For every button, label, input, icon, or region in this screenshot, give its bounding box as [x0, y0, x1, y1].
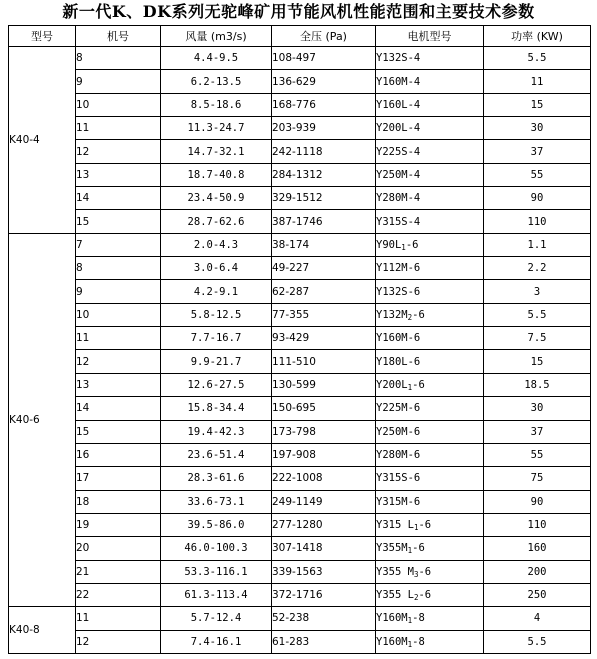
page-title: 新一代K、DK系列无驼峰矿用节能风机性能范围和主要技术参数: [62, 2, 535, 21]
airflow-cell: 23.4-50.9: [161, 187, 272, 210]
power-cell: 5.5: [484, 630, 591, 653]
power-cell: 4: [484, 607, 591, 630]
airflow-cell: 2.0-4.3: [161, 233, 272, 256]
power-cell: 30: [484, 397, 591, 420]
table-row: [9, 420, 591, 443]
motor-cell: Y250M-4: [376, 163, 484, 186]
motor-cell: [376, 233, 484, 256]
power-cell: 37: [484, 140, 591, 163]
fan-no-cell: 12: [76, 140, 161, 163]
power-cell: 11: [484, 70, 591, 93]
motor-suffix: -6: [418, 589, 432, 602]
model-cell: K40-6: [9, 233, 76, 607]
fan-no-cell: 7: [76, 233, 161, 256]
airflow-cell: 5.7-12.4: [161, 607, 272, 630]
motor-subscript: 1: [407, 616, 413, 626]
motor-base: Y200L: [376, 378, 408, 391]
fan-no-cell: 9: [76, 280, 161, 303]
airflow-cell: 23.6-51.4: [161, 443, 272, 466]
motor-suffix: -8: [412, 635, 425, 648]
motor-suffix: -6: [418, 565, 432, 578]
motor-base: Y315 L: [376, 519, 414, 532]
motor-cell: Y315M-6: [376, 490, 484, 513]
pressure-cell: 242-1118: [272, 140, 376, 163]
fan-no-cell: 22: [76, 583, 161, 606]
airflow-cell: 4.4-9.5: [161, 47, 272, 70]
table-row: [9, 140, 591, 163]
model-cell: K40-8: [9, 607, 76, 654]
table-body: [9, 47, 591, 654]
airflow-cell: 19.4-42.3: [161, 420, 272, 443]
motor-cell: Y132S-4: [376, 47, 484, 70]
airflow-cell: 46.0-100.3: [161, 537, 272, 560]
fan-no-cell: 12: [76, 350, 161, 373]
fan-no-cell: 19: [76, 513, 161, 536]
model-cell: K40-4: [9, 47, 76, 234]
fan-no-cell: 15: [76, 420, 161, 443]
pressure-cell: 249-1149: [272, 490, 376, 513]
pressure-cell: 136-629: [272, 70, 376, 93]
power-cell: 30: [484, 117, 591, 140]
table-row: [9, 630, 591, 653]
pressure-cell: 52-238: [272, 607, 376, 630]
header-motor: 电机型号: [376, 26, 484, 47]
pressure-cell: 387-1746: [272, 210, 376, 233]
motor-suffix: -8: [412, 612, 425, 625]
airflow-cell: 8.5-18.6: [161, 93, 272, 116]
fan-no-cell: 15: [76, 210, 161, 233]
table-row: [9, 303, 591, 326]
airflow-cell: 7.4-16.1: [161, 630, 272, 653]
motor-cell: Y160M-4: [376, 70, 484, 93]
pressure-cell: 38-174: [272, 233, 376, 256]
airflow-cell: 15.8-34.4: [161, 397, 272, 420]
motor-cell: [376, 607, 484, 630]
fan-no-cell: 20: [76, 537, 161, 560]
table-row: [9, 280, 591, 303]
table-row: [9, 537, 591, 560]
pressure-cell: 111-510: [272, 350, 376, 373]
motor-cell: Y280M-4: [376, 187, 484, 210]
table-row: [9, 350, 591, 373]
airflow-cell: 14.7-32.1: [161, 140, 272, 163]
pressure-cell: 222-1008: [272, 467, 376, 490]
power-cell: 75: [484, 467, 591, 490]
pressure-cell: 173-798: [272, 420, 376, 443]
pressure-cell: 277-1280: [272, 513, 376, 536]
airflow-cell: 7.7-16.7: [161, 327, 272, 350]
pressure-cell: 108-497: [272, 47, 376, 70]
motor-base: Y355 M: [376, 565, 414, 578]
header-airflow: 风量 (m3/s): [161, 26, 272, 47]
motor-subscript: 1: [401, 242, 406, 252]
power-cell: 15: [484, 93, 591, 116]
airflow-cell: 28.7-62.6: [161, 210, 272, 233]
pressure-cell: 307-1418: [272, 537, 376, 560]
header-model: 型号: [9, 26, 76, 47]
table-row: [9, 47, 591, 70]
pressure-cell: 168-776: [272, 93, 376, 116]
table-row: [9, 467, 591, 490]
motor-cell: Y160M-6: [376, 327, 484, 350]
power-cell: 250: [484, 583, 591, 606]
motor-cell: Y280M-6: [376, 443, 484, 466]
pressure-cell: 339-1563: [272, 560, 376, 583]
power-cell: 1.1: [484, 233, 591, 256]
airflow-cell: 5.8-12.5: [161, 303, 272, 326]
power-cell: 55: [484, 443, 591, 466]
fan-no-cell: 13: [76, 373, 161, 396]
motor-subscript: 1: [407, 546, 413, 556]
motor-base: Y355 L: [376, 589, 414, 602]
fan-no-cell: 10: [76, 93, 161, 116]
motor-cell: Y315S-6: [376, 467, 484, 490]
motor-suffix: -6: [412, 542, 425, 555]
motor-cell: Y112M-6: [376, 257, 484, 280]
table-row: [9, 233, 591, 256]
fan-no-cell: 9: [76, 70, 161, 93]
motor-cell: [376, 303, 484, 326]
power-cell: 160: [484, 537, 591, 560]
power-cell: 18.5: [484, 373, 591, 396]
motor-cell: [376, 513, 484, 536]
table-row: [9, 513, 591, 536]
table-row: [9, 117, 591, 140]
motor-subscript: 3: [413, 569, 419, 579]
motor-base: Y90L: [376, 238, 402, 251]
motor-suffix: -6: [405, 238, 419, 251]
header-fan-no: 机号: [76, 26, 161, 47]
motor-cell: Y250M-6: [376, 420, 484, 443]
pressure-cell: 49-227: [272, 257, 376, 280]
fan-no-cell: 18: [76, 490, 161, 513]
pressure-cell: 93-429: [272, 327, 376, 350]
pressure-cell: 372-1716: [272, 583, 376, 606]
motor-subscript: 1: [413, 523, 419, 533]
airflow-cell: 18.7-40.8: [161, 163, 272, 186]
motor-subscript: 1: [407, 639, 413, 649]
table-row: [9, 490, 591, 513]
motor-subscript: 2: [407, 312, 413, 322]
airflow-cell: 53.3-116.1: [161, 560, 272, 583]
power-cell: 37: [484, 420, 591, 443]
table-row: [9, 373, 591, 396]
pressure-cell: 62-287: [272, 280, 376, 303]
power-cell: 7.5: [484, 327, 591, 350]
motor-subscript: 1: [407, 382, 413, 392]
motor-cell: Y225S-4: [376, 140, 484, 163]
motor-base: Y355M: [376, 542, 408, 555]
fan-no-cell: 11: [76, 327, 161, 350]
motor-cell: Y160L-4: [376, 93, 484, 116]
motor-suffix: -6: [412, 378, 425, 391]
table-row: [9, 443, 591, 466]
table-row: [9, 70, 591, 93]
table-row: [9, 397, 591, 420]
fan-no-cell: 14: [76, 397, 161, 420]
motor-cell: [376, 630, 484, 653]
airflow-cell: 11.3-24.7: [161, 117, 272, 140]
fan-no-cell: 14: [76, 187, 161, 210]
motor-cell: Y315S-4: [376, 210, 484, 233]
pressure-cell: 197-908: [272, 443, 376, 466]
airflow-cell: 6.2-13.5: [161, 70, 272, 93]
motor-base: Y160M: [376, 635, 408, 648]
power-cell: 55: [484, 163, 591, 186]
airflow-cell: 4.2-9.1: [161, 280, 272, 303]
table-row: [9, 560, 591, 583]
spec-table: [8, 25, 591, 654]
power-cell: 90: [484, 187, 591, 210]
header-pressure: 全压 (Pa): [272, 26, 376, 47]
fan-no-cell: 12: [76, 630, 161, 653]
power-cell: 5.5: [484, 47, 591, 70]
pressure-cell: 284-1312: [272, 163, 376, 186]
airflow-cell: 3.0-6.4: [161, 257, 272, 280]
power-cell: 15: [484, 350, 591, 373]
motor-cell: [376, 373, 484, 396]
table-row: [9, 583, 591, 606]
airflow-cell: 28.3-61.6: [161, 467, 272, 490]
power-cell: 3: [484, 280, 591, 303]
motor-cell: [376, 583, 484, 606]
fan-no-cell: 10: [76, 303, 161, 326]
power-cell: 5.5: [484, 303, 591, 326]
airflow-cell: 12.6-27.5: [161, 373, 272, 396]
table-row: [9, 163, 591, 186]
pressure-cell: 77-355: [272, 303, 376, 326]
fan-no-cell: 11: [76, 117, 161, 140]
power-cell: 200: [484, 560, 591, 583]
table-row: [9, 327, 591, 350]
motor-cell: Y200L-4: [376, 117, 484, 140]
pressure-cell: 150-695: [272, 397, 376, 420]
motor-suffix: -6: [418, 519, 432, 532]
airflow-cell: 33.6-73.1: [161, 490, 272, 513]
motor-base: Y160M: [376, 612, 408, 625]
motor-suffix: -6: [412, 308, 425, 321]
table-row: [9, 187, 591, 210]
power-cell: 110: [484, 513, 591, 536]
power-cell: 110: [484, 210, 591, 233]
airflow-cell: 9.9-21.7: [161, 350, 272, 373]
pressure-cell: 130-599: [272, 373, 376, 396]
fan-no-cell: 13: [76, 163, 161, 186]
table-row: [9, 93, 591, 116]
table-row: [9, 210, 591, 233]
motor-base: Y132M: [376, 308, 408, 321]
fan-no-cell: 17: [76, 467, 161, 490]
airflow-cell: 61.3-113.4: [161, 583, 272, 606]
fan-no-cell: 16: [76, 443, 161, 466]
motor-cell: Y225M-6: [376, 397, 484, 420]
pressure-cell: 203-939: [272, 117, 376, 140]
fan-no-cell: 8: [76, 47, 161, 70]
airflow-cell: 39.5-86.0: [161, 513, 272, 536]
power-cell: 2.2: [484, 257, 591, 280]
pressure-cell: 329-1512: [272, 187, 376, 210]
table-row: [9, 607, 591, 630]
power-cell: 90: [484, 490, 591, 513]
motor-subscript: 2: [413, 593, 419, 603]
fan-no-cell: 8: [76, 257, 161, 280]
fan-no-cell: 11: [76, 607, 161, 630]
motor-cell: Y132S-6: [376, 280, 484, 303]
header-power: 功率 (KW): [484, 26, 591, 47]
header-row: [9, 26, 591, 47]
motor-cell: [376, 537, 484, 560]
pressure-cell: 61-283: [272, 630, 376, 653]
table-row: [9, 257, 591, 280]
fan-no-cell: 21: [76, 560, 161, 583]
motor-cell: Y180L-6: [376, 350, 484, 373]
motor-cell: [376, 560, 484, 583]
